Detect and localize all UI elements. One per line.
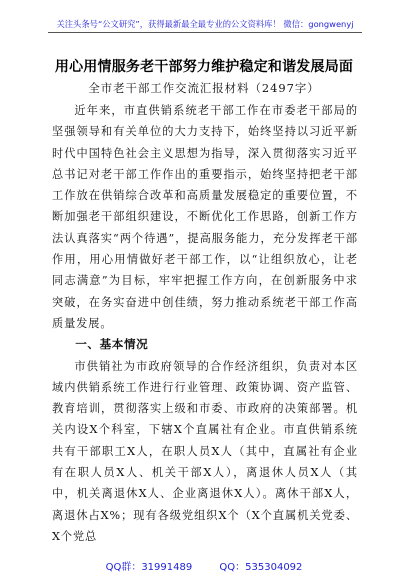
document-body <box>52 100 358 547</box>
section-heading: 一、基本情况 <box>75 337 149 352</box>
intro-paragraph: 近年来，市直供销系统老干部工作在市委老干部局的坚强领导和有关单位的大力支持下，始终坚持以习近平新时代中国特色社会主义思想为指导，深入贯彻落实习近平总书记对老干部工作作出的重要指示，始终坚持把老干部工作放在供销综合改革和高质量发展稳定的重要位置，不断加强老干部组织建设，不断优化工作思路，创新工作方法认真落实“两个待遇”，提高服务能力，充分发挥老干部作用，用心用情做好老干部工作，以“让组织放心，让老同志满意”为目标，牢牢把握工作方向，在创新服务中求突破，在务实奋进中创佳绩，努力推动系统老干部工作高质量发展。 <box>52 104 358 330</box>
header-banner: 关注头条号“公文研究”，获得最新最全最专业的公文资料库！ 微信：gongwenyj <box>56 19 354 29</box>
footer-qq-group: QQ群：31991489 <box>105 562 193 573</box>
footer-qq: QQ：535304092 <box>219 562 303 573</box>
section-paragraph: 市供销社为市政府领导的合作经济组织，负责对本区域内供销系统工作进行行业管理、政策协调、资产监管、教育培训，贯彻落实上级和市委、市政府的决策部署。机关内设X个科室，下辖X个直属社有企业。市直供销系统共有干部职工X人，在职人员X人（其中，直属社有企业有在职人员X人、机关干部X人），离退休人员X人（其中，机关离退休X人、企业离退休X人）。离休干部X人，离退休占X%；现有各级党组织X个（X个直属机关党委、X个党总 <box>52 359 358 543</box>
footer-contacts <box>0 558 408 573</box>
header-divider <box>48 32 362 33</box>
document-subtitle: 全市老干部工作交流汇报材料（2497字） <box>88 81 320 95</box>
document-title: 用心用情服务老干部努力维护稳定和谐发展局面 <box>54 59 354 75</box>
